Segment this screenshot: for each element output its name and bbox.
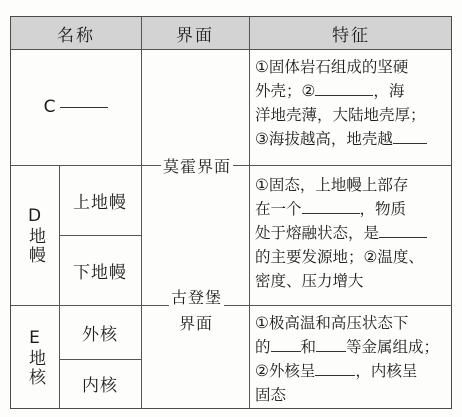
feature-divider-2 xyxy=(249,305,451,306)
answer-blank xyxy=(302,212,360,214)
answer-blank xyxy=(315,374,355,376)
core-feature-line: ②外核呈 ，内核呈 xyxy=(255,362,418,380)
answer-blank xyxy=(271,350,301,352)
mantle-features xyxy=(249,173,453,293)
inner-core-cell: 内核 xyxy=(82,376,118,396)
lower-mantle-cell: 下地幔 xyxy=(73,262,127,283)
answer-blank xyxy=(393,142,427,144)
crust-feature-line: ③海拔越高，地壳越 xyxy=(255,127,447,151)
mantle-feature-line: 密度、压力增大 xyxy=(255,272,364,290)
moho-label: 莫霍界面 xyxy=(161,154,233,177)
mantle-letter: D xyxy=(27,206,43,226)
core-feature-line: 的 和 等金属组成； xyxy=(255,338,440,356)
feature-divider-1 xyxy=(249,165,451,166)
header-feature: 特征 xyxy=(332,25,370,46)
col-divider-1 xyxy=(141,17,142,408)
answer-blank xyxy=(379,236,427,238)
answer-blank xyxy=(315,94,373,96)
crust-features xyxy=(249,55,453,151)
core-features xyxy=(249,311,453,407)
crust-feature-line: 洋地壳薄，大陆地壳厚； xyxy=(255,106,426,124)
outer-core-cell: 外核 xyxy=(82,324,118,345)
answer-blank xyxy=(316,350,346,352)
mantle-feature-line: 在一个 ，物质 xyxy=(255,200,407,218)
crust-cell xyxy=(11,49,141,165)
core-label: 地核 xyxy=(25,348,45,387)
header-interface: 界面 xyxy=(176,25,214,46)
header-name: 名称 xyxy=(57,25,95,46)
core-feature-line: 固态 xyxy=(255,386,287,404)
geosphere-table xyxy=(10,16,452,409)
crust-blank xyxy=(60,106,108,108)
crust-label: C xyxy=(43,97,57,117)
mantle-feature-line: ①固态，上地幔上部存 xyxy=(255,176,409,194)
core-cell xyxy=(11,305,59,408)
core-feature-line: ①极高温和高压状态下 xyxy=(255,314,409,332)
gutenberg-label-2: 界面 xyxy=(179,314,214,333)
upper-mantle-cell: 上地幔 xyxy=(73,192,127,213)
mantle-feature-line: 的主要发源地；②温度、 xyxy=(255,248,424,266)
mantle-feature-line: 处于熔融状态，是 xyxy=(255,221,447,245)
mantle-label: 地幔 xyxy=(25,227,45,265)
mantle-cell xyxy=(11,165,59,305)
crust-feature-line: 外壳；② ，海 xyxy=(255,82,405,100)
gutenberg-label-1: 古登堡 xyxy=(169,285,224,308)
core-letter: E xyxy=(29,327,41,348)
crust-feature-line: ①固体岩石组成的坚硬 xyxy=(255,58,409,76)
